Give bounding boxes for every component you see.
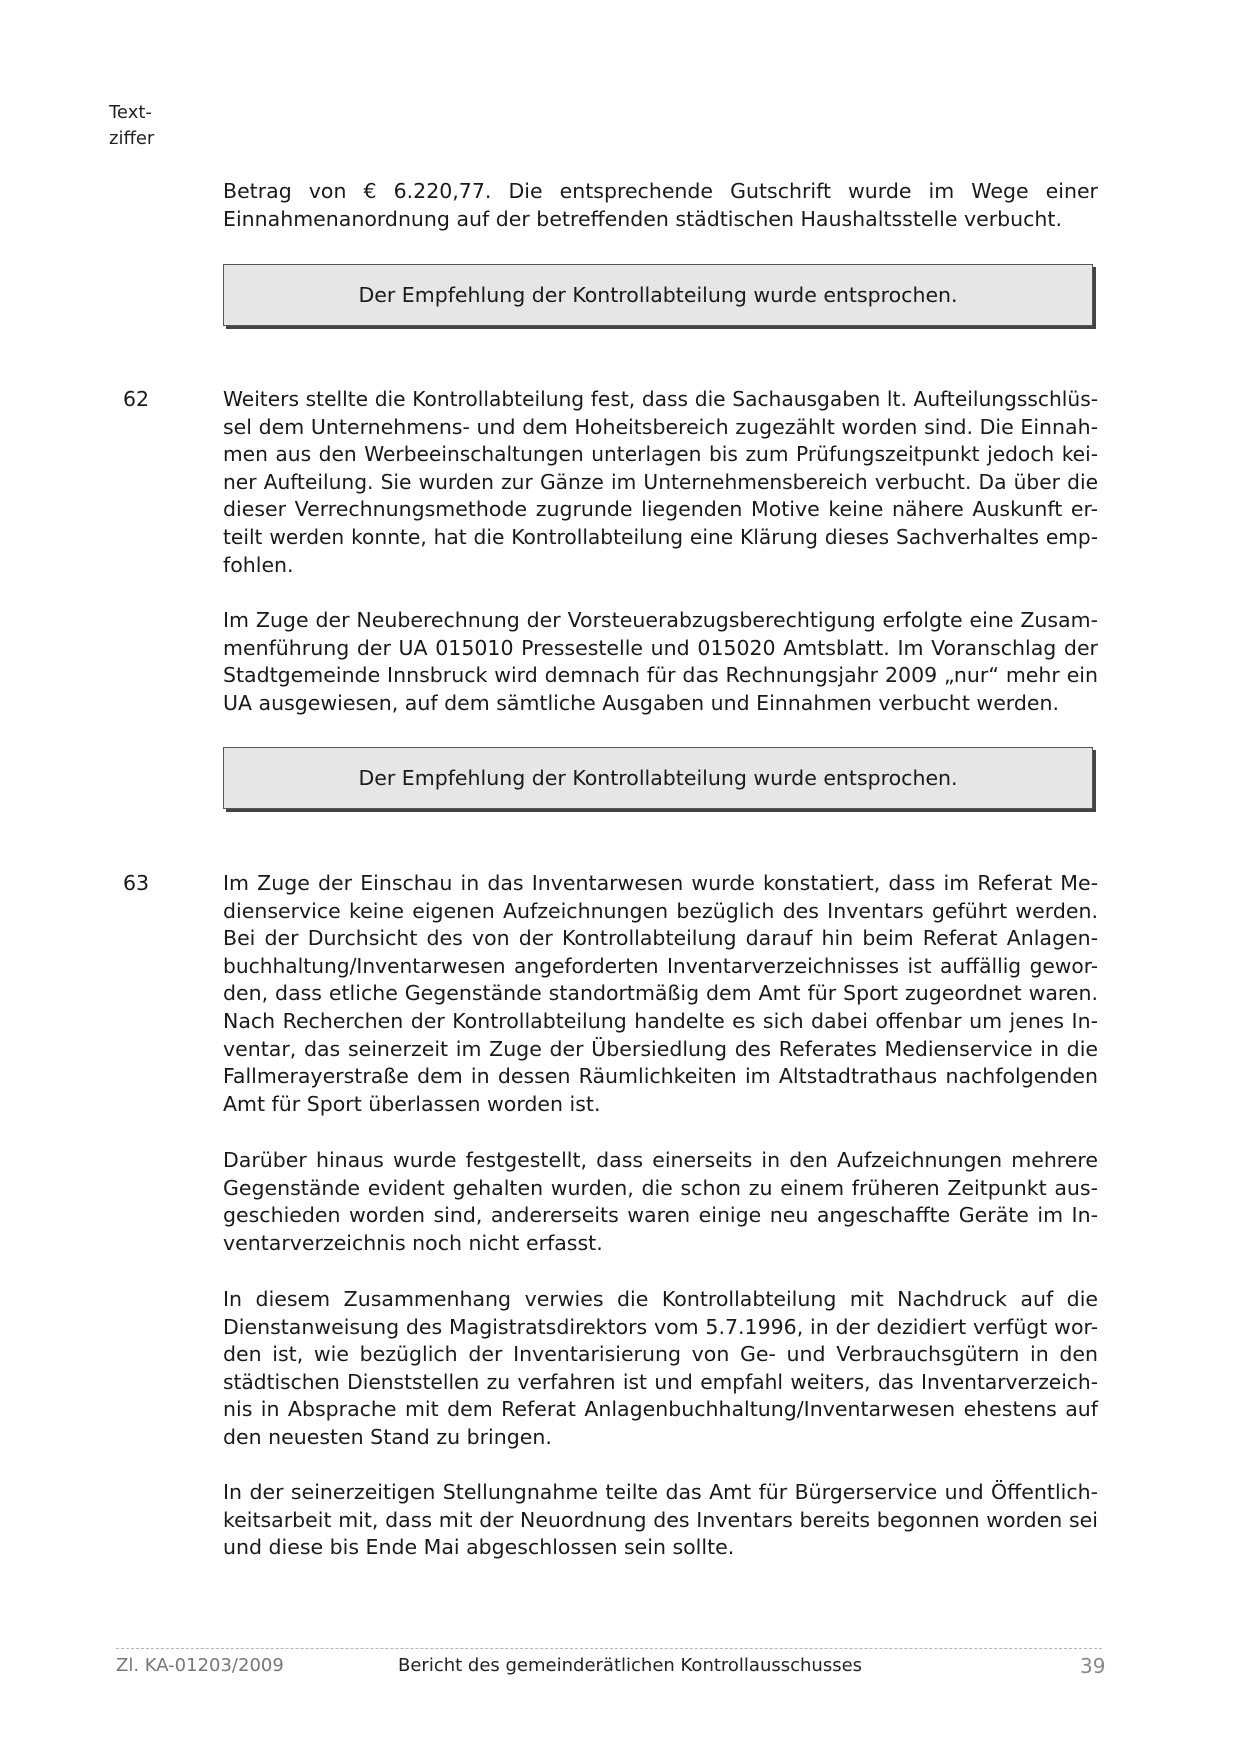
text-line: nis in Absprache mit dem Referat Anlagenbuchhaltung/Inventarwesen ehestens auf bbox=[223, 1397, 1098, 1422]
text-line: UA ausgewiesen, auf dem sämtliche Ausgaben und Einnahmen verbucht werden. bbox=[223, 690, 1060, 715]
text-line: den, dass etliche Gegenstände standortmäßig dem Amt für Sport zugeordnet waren. bbox=[223, 981, 1098, 1006]
recommendation-box bbox=[223, 747, 1093, 809]
recommendation-box bbox=[223, 264, 1093, 326]
text-line: Im Zuge der Neuberechnung der Vorsteuerabzugsberechtigung erfolgte eine Zusam- bbox=[223, 608, 1098, 632]
text-line: Stadtgemeinde Innsbruck wird demnach für das Rechnungsjahr 2009 „nur“ mehr ein bbox=[223, 663, 1098, 688]
text-line: ner Aufteilung. Sie wurden zur Gänze im Unternehmensbereich verbucht. Da über die bbox=[223, 469, 1098, 494]
text-line: Amt für Sport überlassen worden ist. bbox=[223, 1091, 601, 1116]
text-line: Einnahmenanordnung auf der betreffenden städtischen Haushaltsstelle verbucht. bbox=[223, 206, 1062, 231]
text-line: dieser Verrechnungsmethode zugrunde liegenden Motive keine nähere Auskunft er- bbox=[223, 497, 1098, 522]
text-line: In diesem Zusammenhang verwies die Kontrollabteilung mit Nachdruck auf die bbox=[223, 1287, 1098, 1311]
intro-paragraph bbox=[223, 178, 1098, 233]
section-63-paragraph-1 bbox=[223, 870, 1098, 1118]
text-line: dienservice keine eigenen Aufzeichnungen bezüglich des Inventars geführt werden. bbox=[223, 898, 1098, 923]
text-line: und diese bis Ende Mai abgeschlossen sein sollte. bbox=[223, 1535, 735, 1560]
section-63-paragraph-4 bbox=[223, 1479, 1098, 1562]
text-line: men aus den Werbeeinschaltungen unterlagen bis zum Prüfungszeitpunkt jedoch kei- bbox=[223, 442, 1098, 467]
footer-divider bbox=[116, 1648, 1102, 1649]
text-line: In der seinerzeitigen Stellungnahme teilte das Amt für Bürgerservice und Öffentlich- bbox=[223, 1480, 1098, 1504]
recommendation-text: Der Empfehlung der Kontrollabteilung wurde entsprochen. bbox=[358, 283, 958, 307]
recommendation-text: Der Empfehlung der Kontrollabteilung wurde entsprochen. bbox=[358, 766, 958, 790]
text-line: Gegenstände evident gehalten wurden, die schon zu einem früheren Zeitpunkt aus- bbox=[223, 1175, 1098, 1200]
page-number: 39 bbox=[1080, 1654, 1106, 1678]
footer-title: Bericht des gemeinderätlichen Kontrollausschusses bbox=[398, 1655, 863, 1676]
text-line: ventar, das seinerzeit im Zuge der Übersiedlung des Referates Medienservice in die bbox=[223, 1036, 1098, 1061]
text-line: Weiters stellte die Kontrollabteilung fest, dass die Sachausgaben lt. Aufteilungsschlüs- bbox=[223, 387, 1098, 411]
text-line: teilt werden konnte, hat die Kontrollabteilung eine Klärung dieses Sachverhaltes emp- bbox=[223, 524, 1098, 549]
margin-label-line: ziffer bbox=[109, 128, 155, 149]
text-line: sel dem Unternehmens- und dem Hoheitsbereich zugezählt worden sind. Die Einnah- bbox=[223, 414, 1098, 439]
section-number: 62 bbox=[123, 387, 150, 411]
footer-reference: Zl. KA-01203/2009 bbox=[116, 1655, 284, 1676]
text-line: Im Zuge der Einschau in das Inventarwesen wurde konstatiert, dass im Referat Me- bbox=[223, 871, 1098, 895]
text-line: städtischen Dienststellen zu verfahren ist und empfahl weiters, das Inventarverzeich- bbox=[223, 1369, 1098, 1394]
text-line: Nach Recherchen der Kontrollabteilung handelte es sich dabei offenbar um jenes In- bbox=[223, 1008, 1098, 1033]
text-line: Bei der Durchsicht des von der Kontrollabteilung darauf hin beim Referat Anlagen- bbox=[223, 926, 1098, 951]
section-number: 63 bbox=[123, 871, 150, 895]
text-line: ventarverzeichnis noch nicht erfasst. bbox=[223, 1230, 603, 1255]
section-62-paragraph-2 bbox=[223, 607, 1098, 717]
text-line: den neuesten Stand zu bringen. bbox=[223, 1424, 552, 1449]
text-line: fohlen. bbox=[223, 552, 294, 577]
text-line: menführung der UA 015010 Pressestelle und 015020 Amtsblatt. Im Voranschlag der bbox=[223, 635, 1098, 660]
text-line: geschieden worden sind, andererseits waren einige neu angeschaffte Geräte im In- bbox=[223, 1203, 1098, 1228]
margin-label bbox=[109, 100, 154, 152]
margin-label-line: Text- bbox=[109, 102, 152, 123]
text-line: Betrag von € 6.220,77. Die entsprechende Gutschrift wurde im Wege einer bbox=[223, 179, 1098, 203]
text-line: buchhaltung/Inventarwesen angeforderten Inventarverzeichnisses ist auffällig gewor- bbox=[223, 953, 1098, 978]
text-line: den ist, wie bezüglich der Inventarisierung von Ge- und Verbrauchsgütern in den bbox=[223, 1342, 1098, 1367]
text-line: Dienstanweisung des Magistratsdirektors vom 5.7.1996, in der dezidiert verfügt wor- bbox=[223, 1314, 1098, 1339]
text-line: Fallmerayerstraße dem in dessen Räumlichkeiten im Altstadtrathaus nachfolgenden bbox=[223, 1064, 1098, 1089]
text-line: Darüber hinaus wurde festgestellt, dass einerseits in den Aufzeichnungen mehrere bbox=[223, 1148, 1098, 1172]
section-63-paragraph-2 bbox=[223, 1147, 1098, 1257]
text-line: keitsarbeit mit, dass mit der Neuordnung des Inventars bereits begonnen worden sei bbox=[223, 1507, 1098, 1532]
section-63-paragraph-3 bbox=[223, 1286, 1098, 1452]
section-62-paragraph-1 bbox=[223, 386, 1098, 579]
